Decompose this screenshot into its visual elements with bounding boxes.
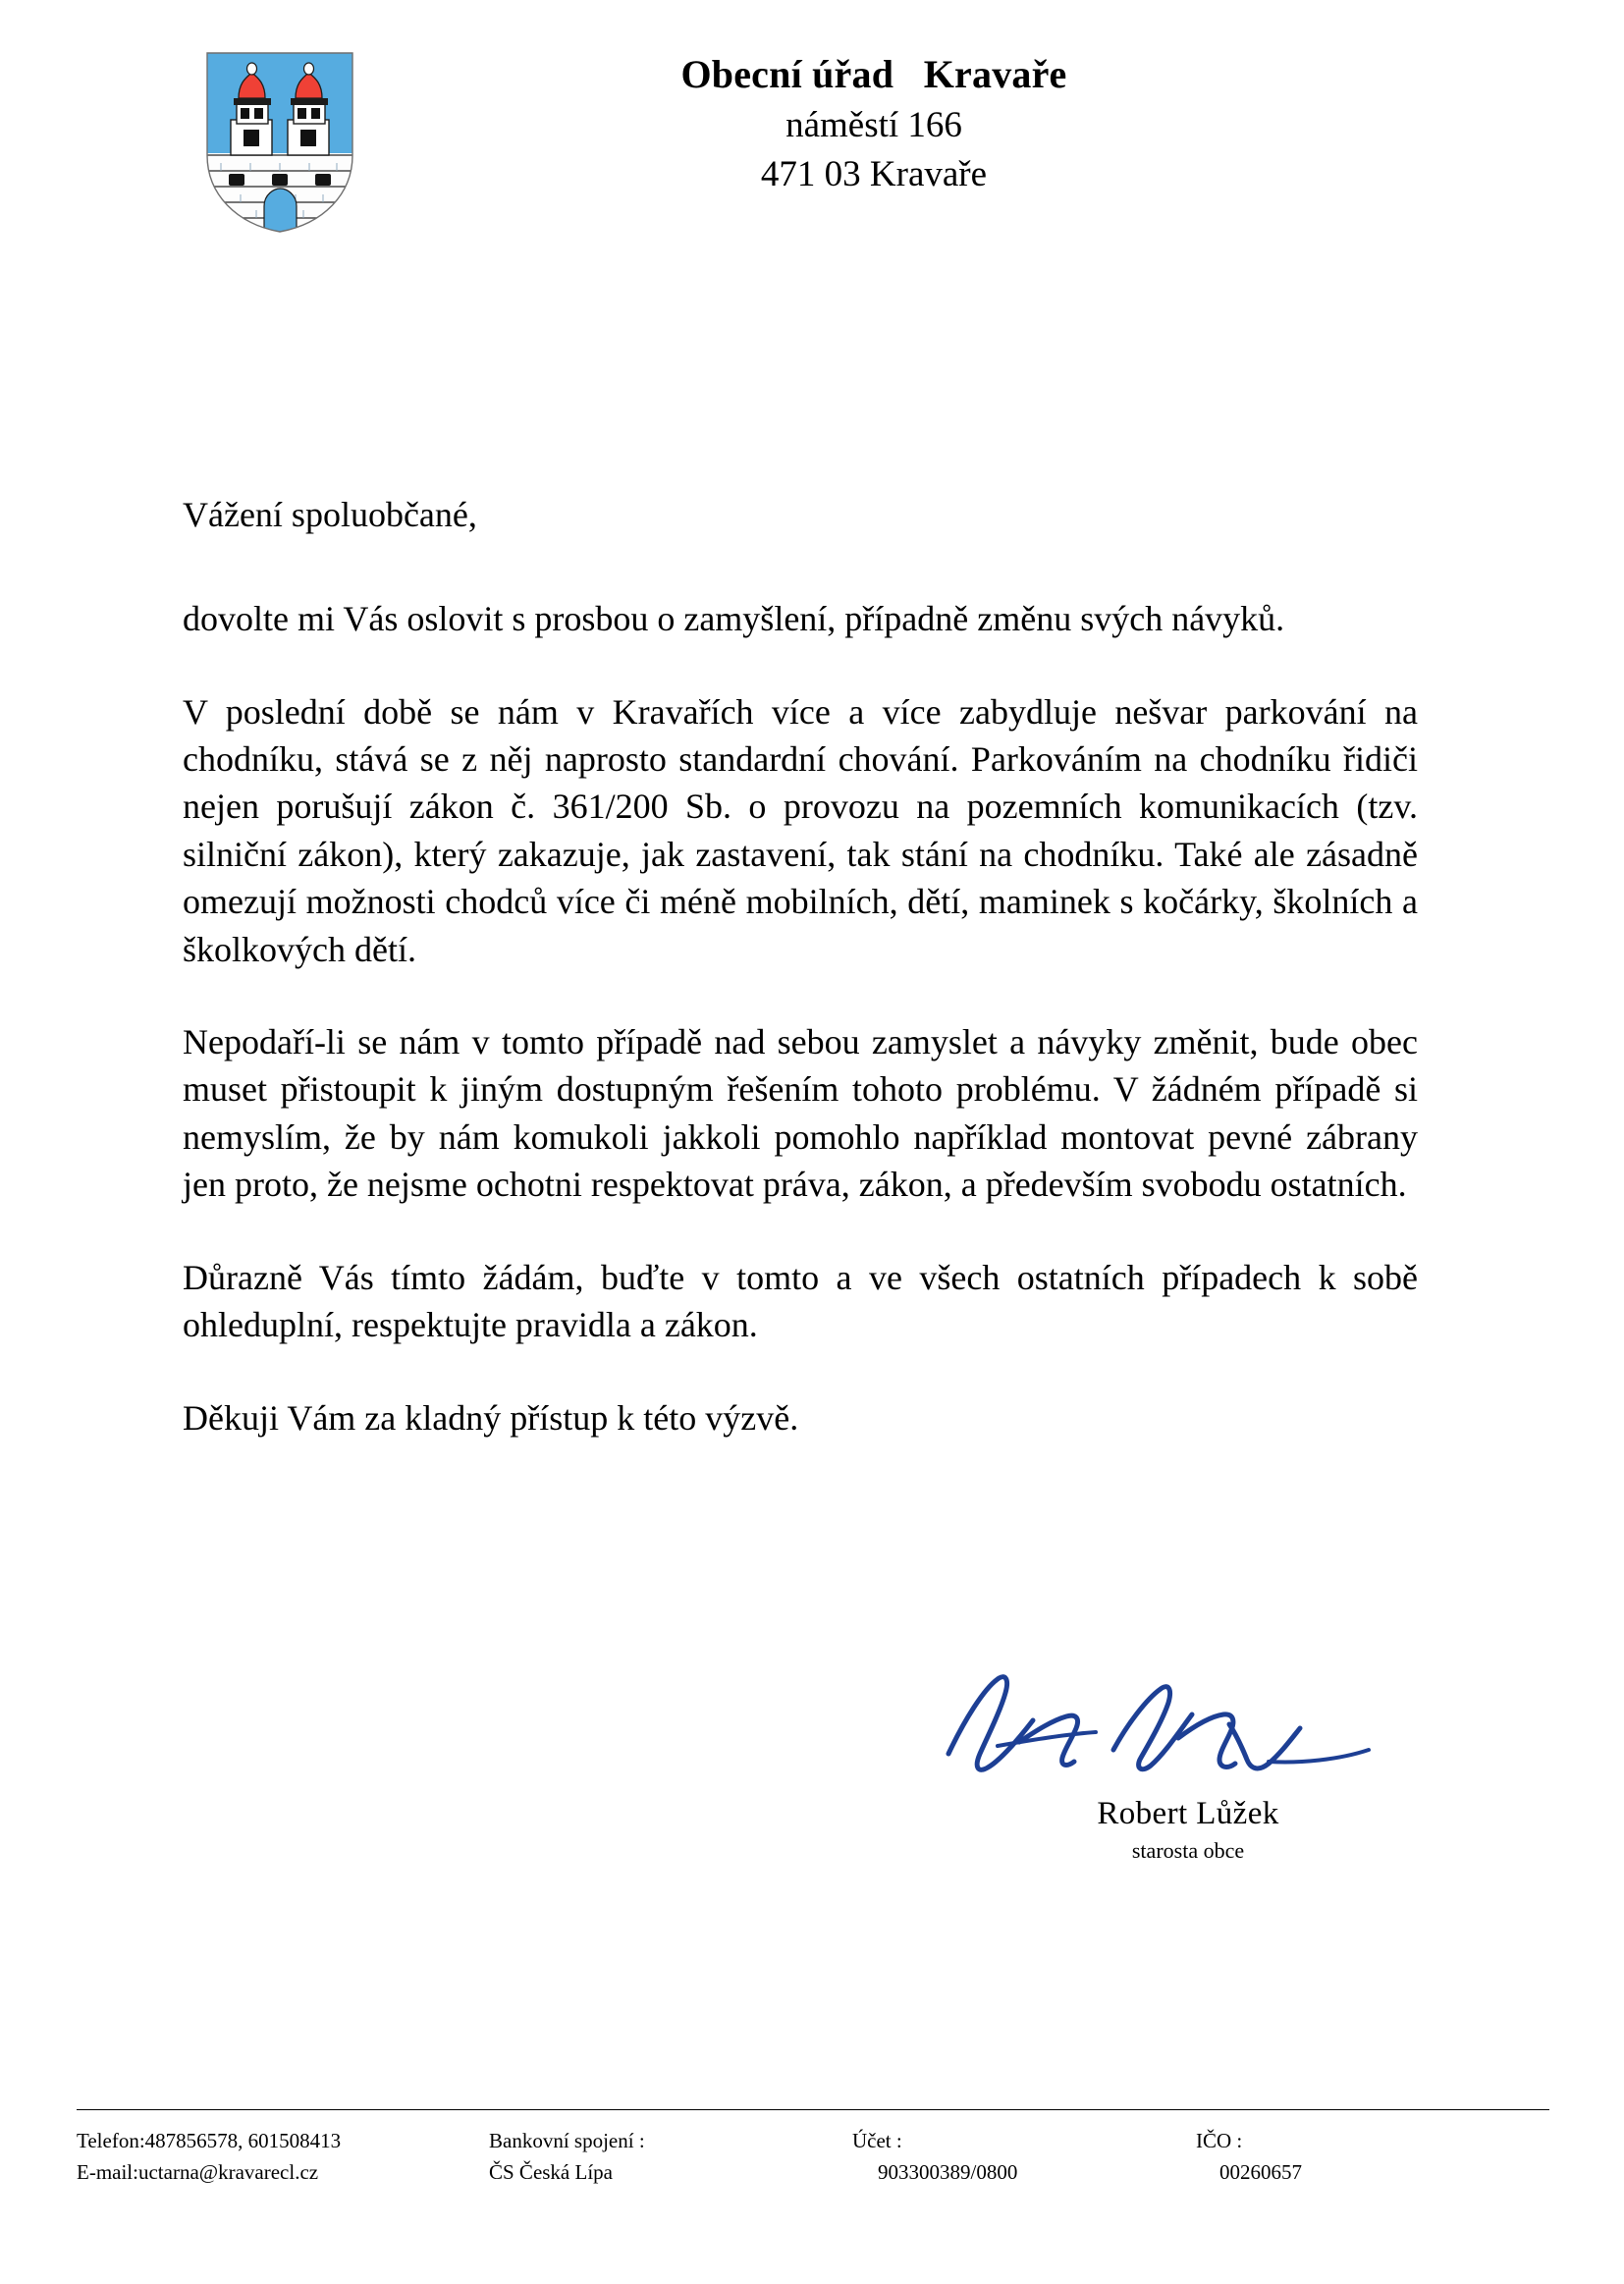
footer-account-value: 903300389/0800 (878, 2159, 1018, 2184)
handwritten-signature-icon (903, 1659, 1414, 1792)
footer (77, 2109, 1549, 2189)
signer-role: starosta obce (1131, 1838, 1245, 1863)
footer-phone: Telefon:487856578, 601508413 (77, 2129, 342, 2152)
paragraph-3: Nepodaří-li se nám v tomto případě nad sebou zamyslet a návyky změnit, bude obec muset přistoupit k jiným dostupným řešením tohoto problému. V žádném případě si nemyslím, že by nám komukoli jakkoli pomohlo například montovat pevné zábrany jen proto, že nejsme ochotni respektovat práva, zákon, a především svobodu ostatních. (183, 1022, 1418, 1205)
letterhead (0, 37, 1624, 253)
organization-block (422, 51, 1326, 198)
footer-bank-value: ČS Česká Lípa (489, 2159, 613, 2184)
footer-ico-column (1196, 2126, 1490, 2189)
footer-ico-label: IČO : (1196, 2129, 1243, 2152)
organization-name: Obecní úřad Kravaře (680, 52, 1067, 96)
signature-area (923, 1659, 1453, 1864)
salutation: Vážení spoluobčané, (183, 495, 477, 534)
letter-body (183, 491, 1418, 1441)
footer-account-label: Účet : (852, 2129, 902, 2152)
organization-street: náměstí 166 (785, 105, 962, 146)
footer-bank-label: Bankovní spojení : (489, 2129, 645, 2152)
footer-account-column (852, 2126, 1196, 2189)
closing-line: Děkuji Vám za kladný přístup k této výzvě. (183, 1397, 799, 1438)
signer-name: Robert Lůžek (1097, 1796, 1279, 1831)
organization-city: 471 03 Kravaře (760, 154, 988, 195)
footer-ico-value: 00260657 (1219, 2159, 1302, 2184)
coat-of-arms-icon (201, 49, 358, 236)
footer-divider (77, 2109, 1549, 2110)
paragraph-2: V poslední době se nám v Kravařích více a více zabydluje nešvar parkování na chodníku, stává se z něj naprosto standardní chování. Parkováním na chodníku řidiči nejen porušují zákon č. 361/200 Sb. o provozu na pozemních komunikacích (tzv. silniční zákon), který zakazuje, jak zastavení, tak stání na chodníku. Také ale zásadně omezují možnosti chodců více či méně mobilních, dětí, maminek s kočárky, školních a školkových dětí. (183, 691, 1418, 969)
footer-columns (77, 2126, 1549, 2189)
footer-email[interactable]: E-mail:uctarna@kravarecl.cz (77, 2159, 319, 2184)
paragraph-1: dovolte mi Vás oslovit s prosbou o zamyšlení, případně změnu svých návyků. (183, 599, 1285, 639)
paragraph-4: Důrazně Vás tímto žádám, buďte v tomto a ve všech ostatních případech k sobě ohleduplní, respektujte pravidla a zákon. (183, 1257, 1418, 1345)
footer-bank-column (489, 2126, 852, 2189)
footer-contact-column (77, 2126, 489, 2189)
